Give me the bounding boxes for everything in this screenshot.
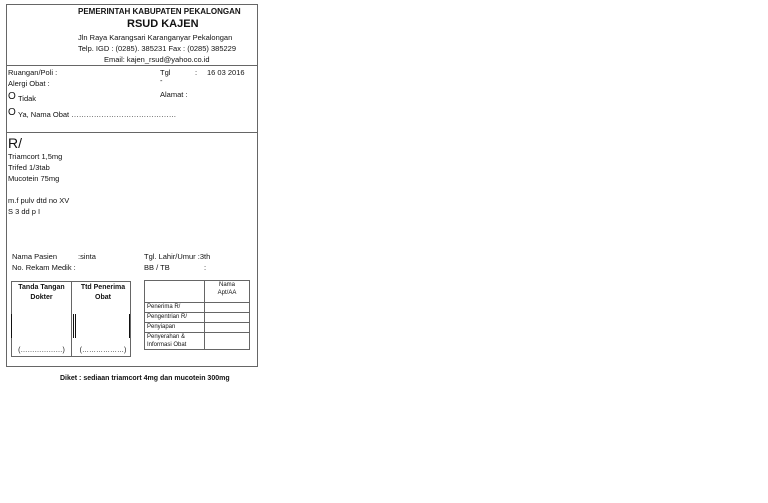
hospital-address: Jln Raya Karangsari Karanganyar Pekalongan [78,33,233,42]
tgl-label: Tgl [160,68,171,77]
grid-cell[interactable] [205,303,250,313]
tgl-value: 16 03 2016 [207,68,245,77]
grid-blank-header [145,281,205,303]
alamat-label: Alamat : [160,90,188,99]
rekam-medik-label: No. Rekam Medik : [12,263,76,272]
alergi-dash: - [160,76,163,85]
grid-cell[interactable] [205,323,250,333]
header-divider [6,65,258,66]
rx-instruction-1: m.f pulv dtd no XV [8,196,70,205]
sig-mark-mid-left [73,314,74,338]
option-ya-nama-obat: Ya, Nama Obat …………………………………… [18,110,177,119]
alergi-label: Alergi Obat : [8,79,50,88]
rx-line-1: Triamcort 1,5mg [8,152,63,161]
patient-name-value: :sinta [78,252,96,261]
bb-tb-colon: : [204,263,207,272]
doctor-sig-dots: (………………) [18,347,65,354]
sig-mark-right [129,314,130,338]
option-tidak: Tidak [18,94,37,103]
receiver-sig-header-2: Obat [95,294,111,301]
grid-row-penerima: Penerima R/ [145,303,205,313]
rx-line-3: Mucotein 75mg [8,174,60,183]
sig-mark-left [11,314,12,338]
hospital-phone: Telp. IGD : (0285). 385231 Fax : (0285) 385229 [78,44,237,53]
receiver-sig-dots: (………………) [79,347,127,354]
radio-ya-icon[interactable]: O [8,107,16,118]
rx-line-2: Trifed 1/3tab [8,163,50,172]
pharmacy-checklist [144,280,250,350]
grid-cell[interactable] [205,313,250,323]
grid-row-pengentrian: Pengentrian R/ [145,313,205,323]
radio-tidak-icon[interactable]: O [8,91,16,102]
rx-instruction-2: S 3 dd p I [8,207,41,216]
doctor-sig-header-2: Dokter [30,294,53,301]
grid-row-penyerahan: Penyerahan & Informasi Obat [145,333,205,350]
receiver-sig-header-1: Ttd Penerima [80,284,126,291]
grid-header-nama: Nama Apt/AA [205,281,250,303]
patient-name-label: Nama Pasien [12,252,58,261]
sig-mark-mid-right [75,314,76,338]
receiver-signature-cell [73,282,133,356]
dosage-note: Diket : sediaan triamcort 4mg dan mucotein 300mg [60,375,230,382]
hospital-name: RSUD KAJEN [127,18,199,30]
doctor-signature-cell [12,282,72,356]
government-title: PEMERINTAH KABUPATEN PEKALONGAN [78,7,241,16]
signature-box [11,281,131,357]
info-divider [6,132,258,133]
hospital-email: Email: kajen_rsud@yahoo.co.id [104,55,210,64]
rx-symbol: R/ [8,135,22,151]
ruangan-label: Ruangan/Poli : [8,68,58,77]
tgl-colon: : [195,68,198,77]
grid-row-penyiapan: Penyiapan [145,323,205,333]
birth-age: Tgl. Lahir/Umur :3th [144,252,211,261]
doctor-sig-header-1: Tanda Tangan [18,284,65,291]
grid-cell[interactable] [205,333,250,350]
bb-tb-label: BB / TB [144,263,170,272]
